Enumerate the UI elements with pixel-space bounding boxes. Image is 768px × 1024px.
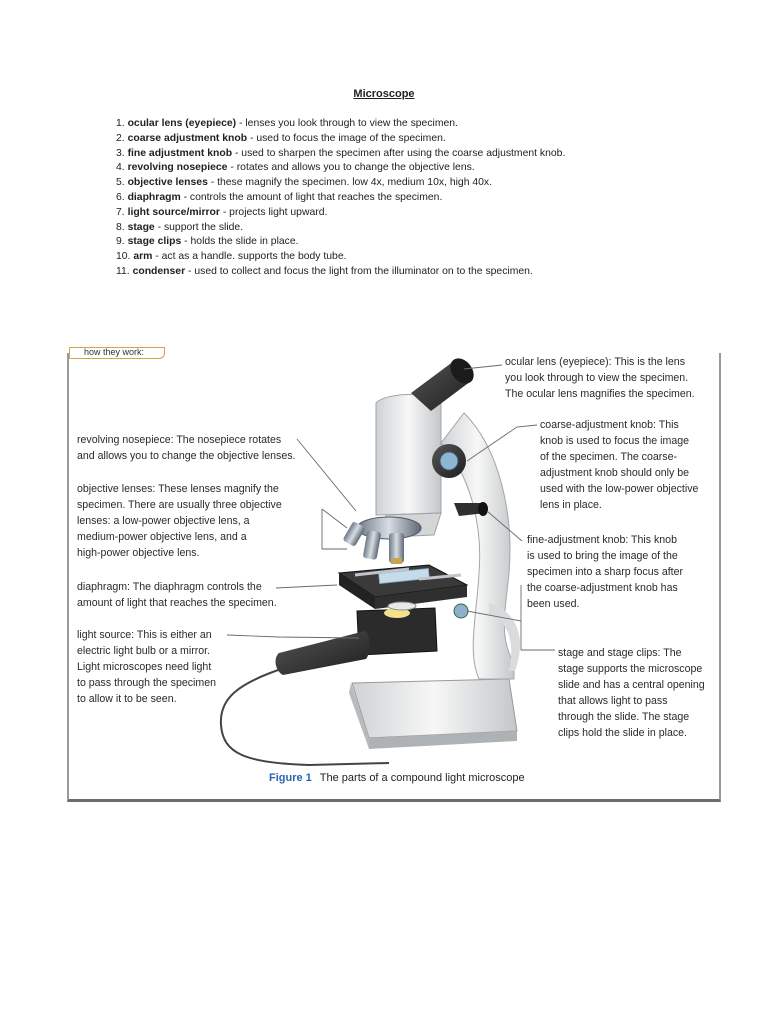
list-item: 11. condenser - used to collect and focus the light from the illuminator on to the specimen. — [116, 265, 533, 277]
label-stage-and-clips: stage and stage clips: The stage supports the microscope slide and has a central opening that allows light to pass through the slide. The stage clips hold the slide in place. — [558, 647, 705, 739]
list-item: 10. arm - act as a handle. supports the body tube. — [116, 251, 347, 263]
list-item: 3. fine adjustment knob - used to sharpen the specimen after using the coarse adjustment knob. — [116, 147, 566, 159]
label-objective-lenses: objective lenses: These lenses magnify the specimen. There are usually three objective lenses: a low-power objective lens, a medium-power objective lens, and a high-power objective lens. — [77, 483, 282, 559]
label-fine-adjustment-knob: fine-adjustment knob: This knob is used to bring the image of the specimen into a sharp focus after the coarse-adjustment knob has been used. — [527, 534, 684, 610]
list-item: 1. ocular lens (eyepiece) - lenses you look through to view the specimen. — [116, 118, 458, 129]
list-item: 4. revolving nosepiece - rotates and allows you to change the objective lens. — [116, 162, 475, 174]
label-ocular-lens: ocular lens (eyepiece): This is the lens you look through to view the specimen. The ocular lens magnifies the specimen. — [505, 356, 695, 400]
microscope-figure — [67, 347, 721, 802]
label-coarse-adjustment-knob: coarse-adjustment knob: This knob is used to focus the image of the specimen. The coarse- adjustment knob should only be used with the low-power objective lens in place. — [540, 419, 699, 511]
figure-caption-text: The parts of a compound light microscope — [319, 772, 525, 784]
condenser — [388, 602, 416, 610]
microscope-head — [376, 394, 441, 515]
page-title: Microscope — [353, 88, 415, 100]
figure-caption — [269, 772, 525, 784]
microscope-base — [352, 679, 517, 738]
list-item: 9. stage clips - holds the slide in place. — [116, 236, 299, 248]
label-light-source: light source: This is either an electric light bulb or a mirror. Light microscopes need light to pass through the specimen to allow it to be seen. — [77, 629, 216, 705]
figure-top-box: how they work: — [69, 347, 165, 359]
figure-number: Figure 1 — [269, 772, 312, 784]
label-revolving-nosepiece: revolving nosepiece: The nosepiece rotates and allows you to change the objective lenses. — [77, 434, 296, 462]
list-item: 6. diaphragm - controls the amount of light that reaches the specimen. — [116, 191, 443, 203]
label-diaphragm: diaphragm: The diaphragm controls the amount of light that reaches the specimen. — [77, 581, 277, 609]
list-item: 7. light source/mirror - projects light upward. — [116, 206, 328, 218]
stage-knob — [454, 604, 468, 618]
list-item: 5. objective lenses - these magnify the specimen. low 4x, medium 10x, high 40x. — [116, 177, 492, 189]
list-item: 2. coarse adjustment knob - used to focus the image of the specimen. — [116, 132, 446, 144]
parts-list — [116, 117, 565, 280]
list-item: 8. stage - support the slide. — [116, 221, 244, 233]
